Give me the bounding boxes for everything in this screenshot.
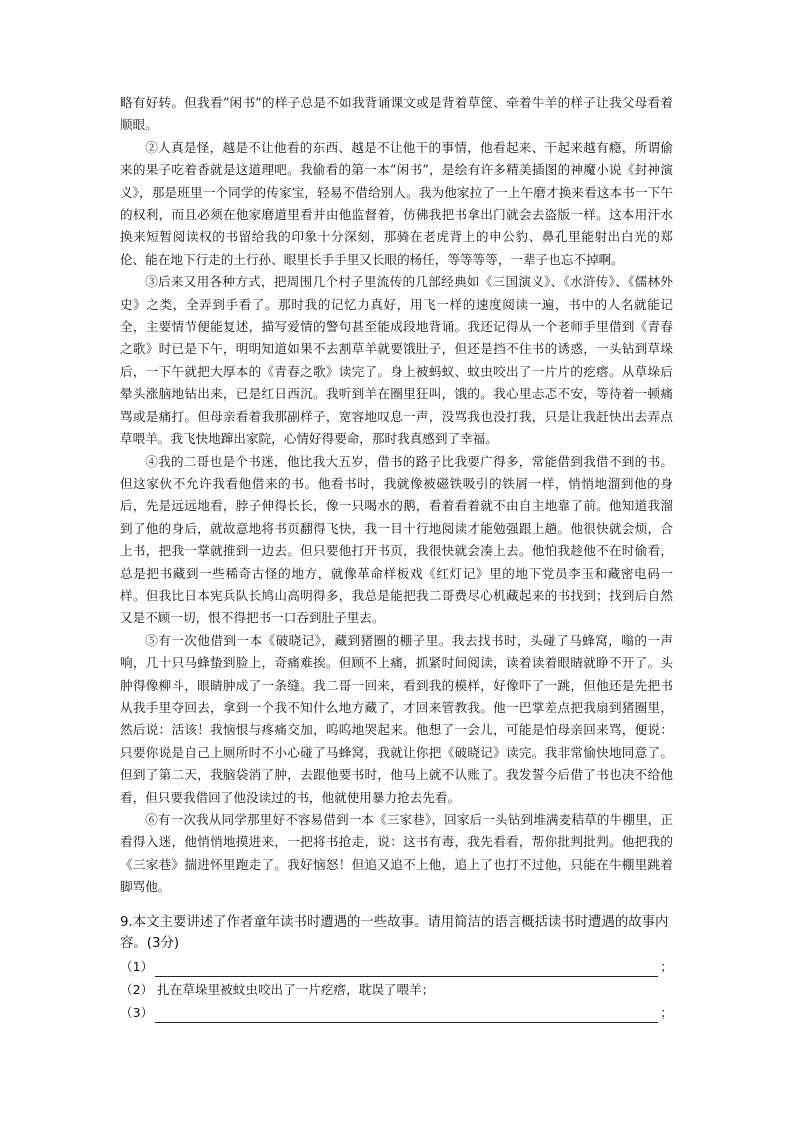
reading-passage <box>120 92 673 899</box>
answer-number: （3） <box>120 1005 154 1020</box>
answer-row-2 <box>120 977 680 1000</box>
question-9 <box>120 912 680 1023</box>
answer-blank-3[interactable] <box>155 1007 658 1023</box>
answer-row-1 <box>120 954 680 977</box>
answer-number: （2） <box>120 982 154 997</box>
answer-end-mark: ； <box>660 1005 673 1020</box>
question-stem: 9.本文主要讲述了作者童年读书时遭遇的一些故事。请用简洁的语言概括读书时遭遇的故事内容。(3分) <box>120 915 669 951</box>
answer-number: （1） <box>120 959 154 974</box>
paragraph-4: ④我的二哥也是个书迷，他比我大五岁，借书的路子比我要广得多，常能借到我借不到的书。但这家伙不允许我看他借来的书。他看书时，我就像被磁铁吸引的铁屑一样，悄悄地溜到他的身后，先是远远地看，脖子伸得长长，像一只喝水的鹅，看着看着就不由自主地靠了前。他知道我溜到了他的身后，就故意地将书页翻得飞快，我一目十行地阅读才能勉强跟上趟。他很快就会烦，合上书，把我一掌就推到一边去。但只要他打开书页，我很快就会凑上去。他怕我趁他不在时偷看，总是把书藏到一些稀奇古怪的地方，就像革命样板戏《红灯记》里的地下党员李玉和藏密电码一样。但我比日本宪兵队长鸠山高明得多，我总是能把我二哥费尽心机藏起来的书找到；找到后自然又是不顾一切，恨不得把书一口吞到肚子里去。 <box>120 453 673 626</box>
answer-text-2: 扎在草垛里被蚊虫咬出了一片疙瘩，耽误了喂羊； <box>157 982 435 997</box>
answer-row-3 <box>120 1000 680 1023</box>
paragraph-continued: 略有好转。但我看“闲书”的样子总是不如我背诵课文或是背着草筐、牵着牛羊的样子让我父母看着顺眼。 <box>120 95 673 133</box>
paragraph-5: ⑤有一次他借到一本《破晓记》，藏到猪圈的棚子里。我去找书时，头碰了马蜂窝，嗡的一声响，几十只马蜂蛰到脸上，奇痛难挨。但顾不上痛，抓紧时间阅读，读着读着眼睛就睁不开了。头肿得像柳斗，眼睛肿成了一条缝。我二哥一回来，看到我的模样，好像吓了一跳，但他还是先把书从我手里夺回去，拿到一个我不知什么地方藏了，才回来管教我。他一巴掌差点把我扇到猪圈里，然后说：活该！我恼恨与疼痛交加，呜呜地哭起来。他想了一会儿，可能是怕母亲回来骂，便说：只要你说是自己上厕所时不小心碰了马蜂窝，我就让你把《破晓记》读完。我非常愉快地同意了。但到了第二天，我脑袋消了肿，去跟他要书时，他马上就不认账了。我发誓今后借了书也决不给他看，但只要我借回了他没读过的书，他就使用暴力抢去先看。 <box>120 632 673 805</box>
paragraph-3: ③后来又用各种方式，把周围几个村子里流传的几部经典如《三国演义》、《水浒传》、《儒林外史》之类，全弄到手看了。那时我的记忆力真好，用飞一样的速度阅读一遍，书中的人名就能记全，主要情节便能复述，描写爱情的警句甚至能成段地背诵。我还记得从一个老师手里借到《青春之歌》时已是下午，明明知道如果不去割草羊就要饿肚子，但还是挡不住书的诱惑，一头钻到草垛后，一下午就把大厚本的《青春之歌》读完了。身上被蚂蚁、蚊虫咬出了一片片的疙瘩。从草垛后晕头涨脑地钻出来，已是红日西沉。我听到羊在圈里狂叫，饿的。我心里忐忑不安，等待着一顿痛骂或是痛打。但母亲看着我那副样子，宽容地叹息一声，没骂我也没打我，只是让我赶快出去弄点草喂羊。我飞快地蹿出家院，心情好得要命，那时我真感到了幸福。 <box>120 274 673 447</box>
answer-blank-1[interactable] <box>155 961 658 977</box>
paragraph-2: ②人真是怪，越是不让他看的东西、越是不让他干的事情，他看起来、干起来越有瘾，所谓偷来的果子吃着香就是这道理吧。我偷看的第一本“闲书”，是绘有许多精美插图的神魔小说《封神演义》，那是班里一个同学的传家宝，轻易不借给别人。我为他家拉了一上午磨才换来看这本书一下午的权利，而且必须在他家磨道里看并由他监督着，仿佛我把书拿出门就会去盗版一样。这本用汗水换来短暂阅读权的书留给我的印象十分深刻，那骑在老虎背上的申公豹、鼻孔里能射出白光的郑伦、能在地下行走的土行孙、眼里长手手里又长眼的杨任，等等等等，一辈子也忘不掉啊。 <box>120 139 673 267</box>
paragraph-6: ⑥有一次我从同学那里好不容易借到一本《三家巷》，回家后一头钻到堆满麦秸草的牛棚里，正看得入迷，他悄悄地摸进来，一把将书抢走，说：这书有毒，我先看看，帮你批判批判。他把我的《三家巷》揣进怀里跑走了。我好恼怒！但追又追不上他，追上了也打不过他，只能在牛棚里跳着脚骂他。 <box>120 812 673 895</box>
answer-end-mark: ； <box>660 959 673 974</box>
